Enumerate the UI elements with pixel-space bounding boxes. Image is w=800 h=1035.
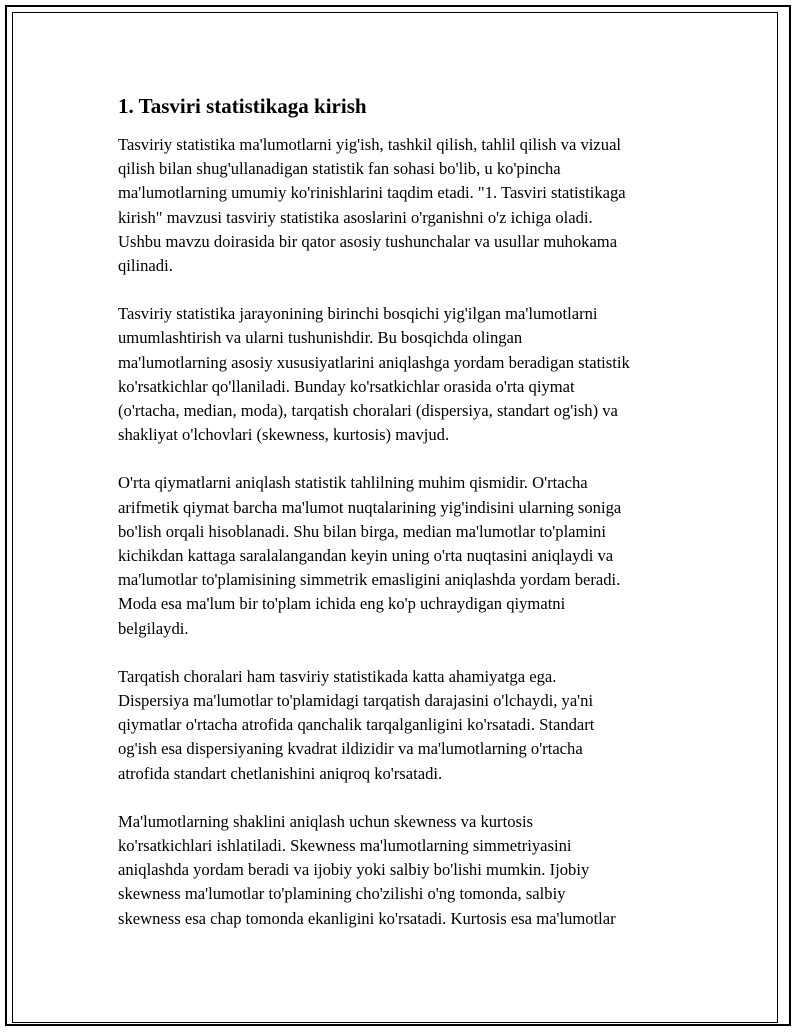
text-line: ko'rsatkichlari ishlatiladi. Skewness ma'lumotlarning simmetriyasini: [118, 836, 572, 856]
text-line: bo'lish orqali hisoblanadi. Shu bilan birga, median ma'lumotlar to'plamini: [118, 521, 606, 541]
text-line: atrofida standart chetlanishini aniqroq ko'rsatadi.: [118, 763, 443, 783]
text-line: Moda esa ma'lum bir to'plam ichida eng ko'p uchraydigan qiymatni: [118, 594, 566, 614]
text-line: kichikdan kattaga saralalangandan keyin uning o'rta nuqtasini aniqlaydi va: [118, 546, 614, 566]
text-line: aniqlashda yordam beradi va ijobiy yoki salbiy bo'lishi mumkin. Ijobiy: [118, 860, 590, 880]
text-line: qilinadi.: [118, 256, 173, 276]
paragraph-dispersion: [118, 665, 690, 786]
text-line: Tarqatish choralari ham tasviriy statistikada katta ahamiyatga ega.: [118, 666, 557, 686]
text-line: O'rta qiymatlarni aniqlash statistik tahlilning muhim qismidir. O'rtacha: [118, 473, 588, 493]
text-line: ko'rsatkichlar qo'llaniladi. Bunday ko'rsatkichlar orasida o'rta qiymat: [118, 376, 575, 396]
text-line: ma'lumotlarning asosiy xususiyatlarini aniqlashga yordam beradigan statistik: [118, 352, 630, 372]
text-line: Ma'lumotlarning shaklini aniqlash uchun skewness va kurtosis: [118, 811, 534, 831]
paragraph-central-tendency: [118, 471, 690, 640]
text-line: og'ish esa dispersiyaning kvadrat ildizidir va ma'lumotlarning o'rtacha: [118, 739, 583, 759]
text-line: Dispersiya ma'lumotlar to'plamidagi tarqatish darajasini o'lchaydi, ya'ni: [118, 691, 594, 711]
text-line: (o'rtacha, median, moda), tarqatish choralari (dispersiya, standart og'ish) va: [118, 401, 618, 421]
paragraph-shape: [118, 810, 690, 931]
text-line: qilish bilan shug'ullanadigan statistik fan sohasi bo'lib, u ko'pincha: [118, 159, 561, 179]
text-line: skewness esa chap tomonda ekanligini ko'rsatadi. Kurtosis esa ma'lumotlar: [118, 908, 616, 928]
text-line: Tasviriy statistika ma'lumotlarni yig'ish, tashkil qilish, tahlil qilish va vizual: [118, 135, 622, 154]
text-line: umumlashtirish va ularni tushunishdir. Bu bosqichda olingan: [118, 328, 523, 348]
paragraph-intro: [118, 133, 690, 278]
text-line: ma'lumotlar to'plamisining simmetrik emasligini aniqlashda yordam beradi.: [118, 570, 621, 590]
text-line: skewness ma'lumotlar to'plamining cho'zilishi o'ng tomonda, salbiy: [118, 884, 566, 904]
text-line: belgilaydi.: [118, 618, 189, 638]
text-line: ma'lumotlarning umumiy ko'rinishlarini taqdim etadi. "1. Tasviri statistikaga: [118, 183, 626, 203]
text-line: arifmetik qiymat barcha ma'lumot nuqtalarining yig'indisini ularning soniga: [118, 497, 622, 517]
text-line: kirish" mavzusi tasviriy statistika asoslarini o'rganishni o'z ichiga oladi.: [118, 207, 593, 227]
paragraph-first-stage: [118, 302, 690, 447]
section-title: 1. Tasviri statistikaga kirish: [118, 94, 367, 118]
text-line: shakliyat o'lchovlari (skewness, kurtosis) mavjud.: [118, 425, 450, 445]
document-body: [118, 93, 690, 955]
text-line: Tasviriy statistika jarayonining birinchi bosqichi yig'ilgan ma'lumotlarni: [118, 304, 598, 324]
text-line: qiymatlar o'rtacha atrofida qanchalik tarqalganligini ko'rsatadi. Standart: [118, 715, 595, 735]
text-line: Ushbu mavzu doirasida bir qator asosiy tushunchalar va usullar muhokama: [118, 231, 618, 251]
